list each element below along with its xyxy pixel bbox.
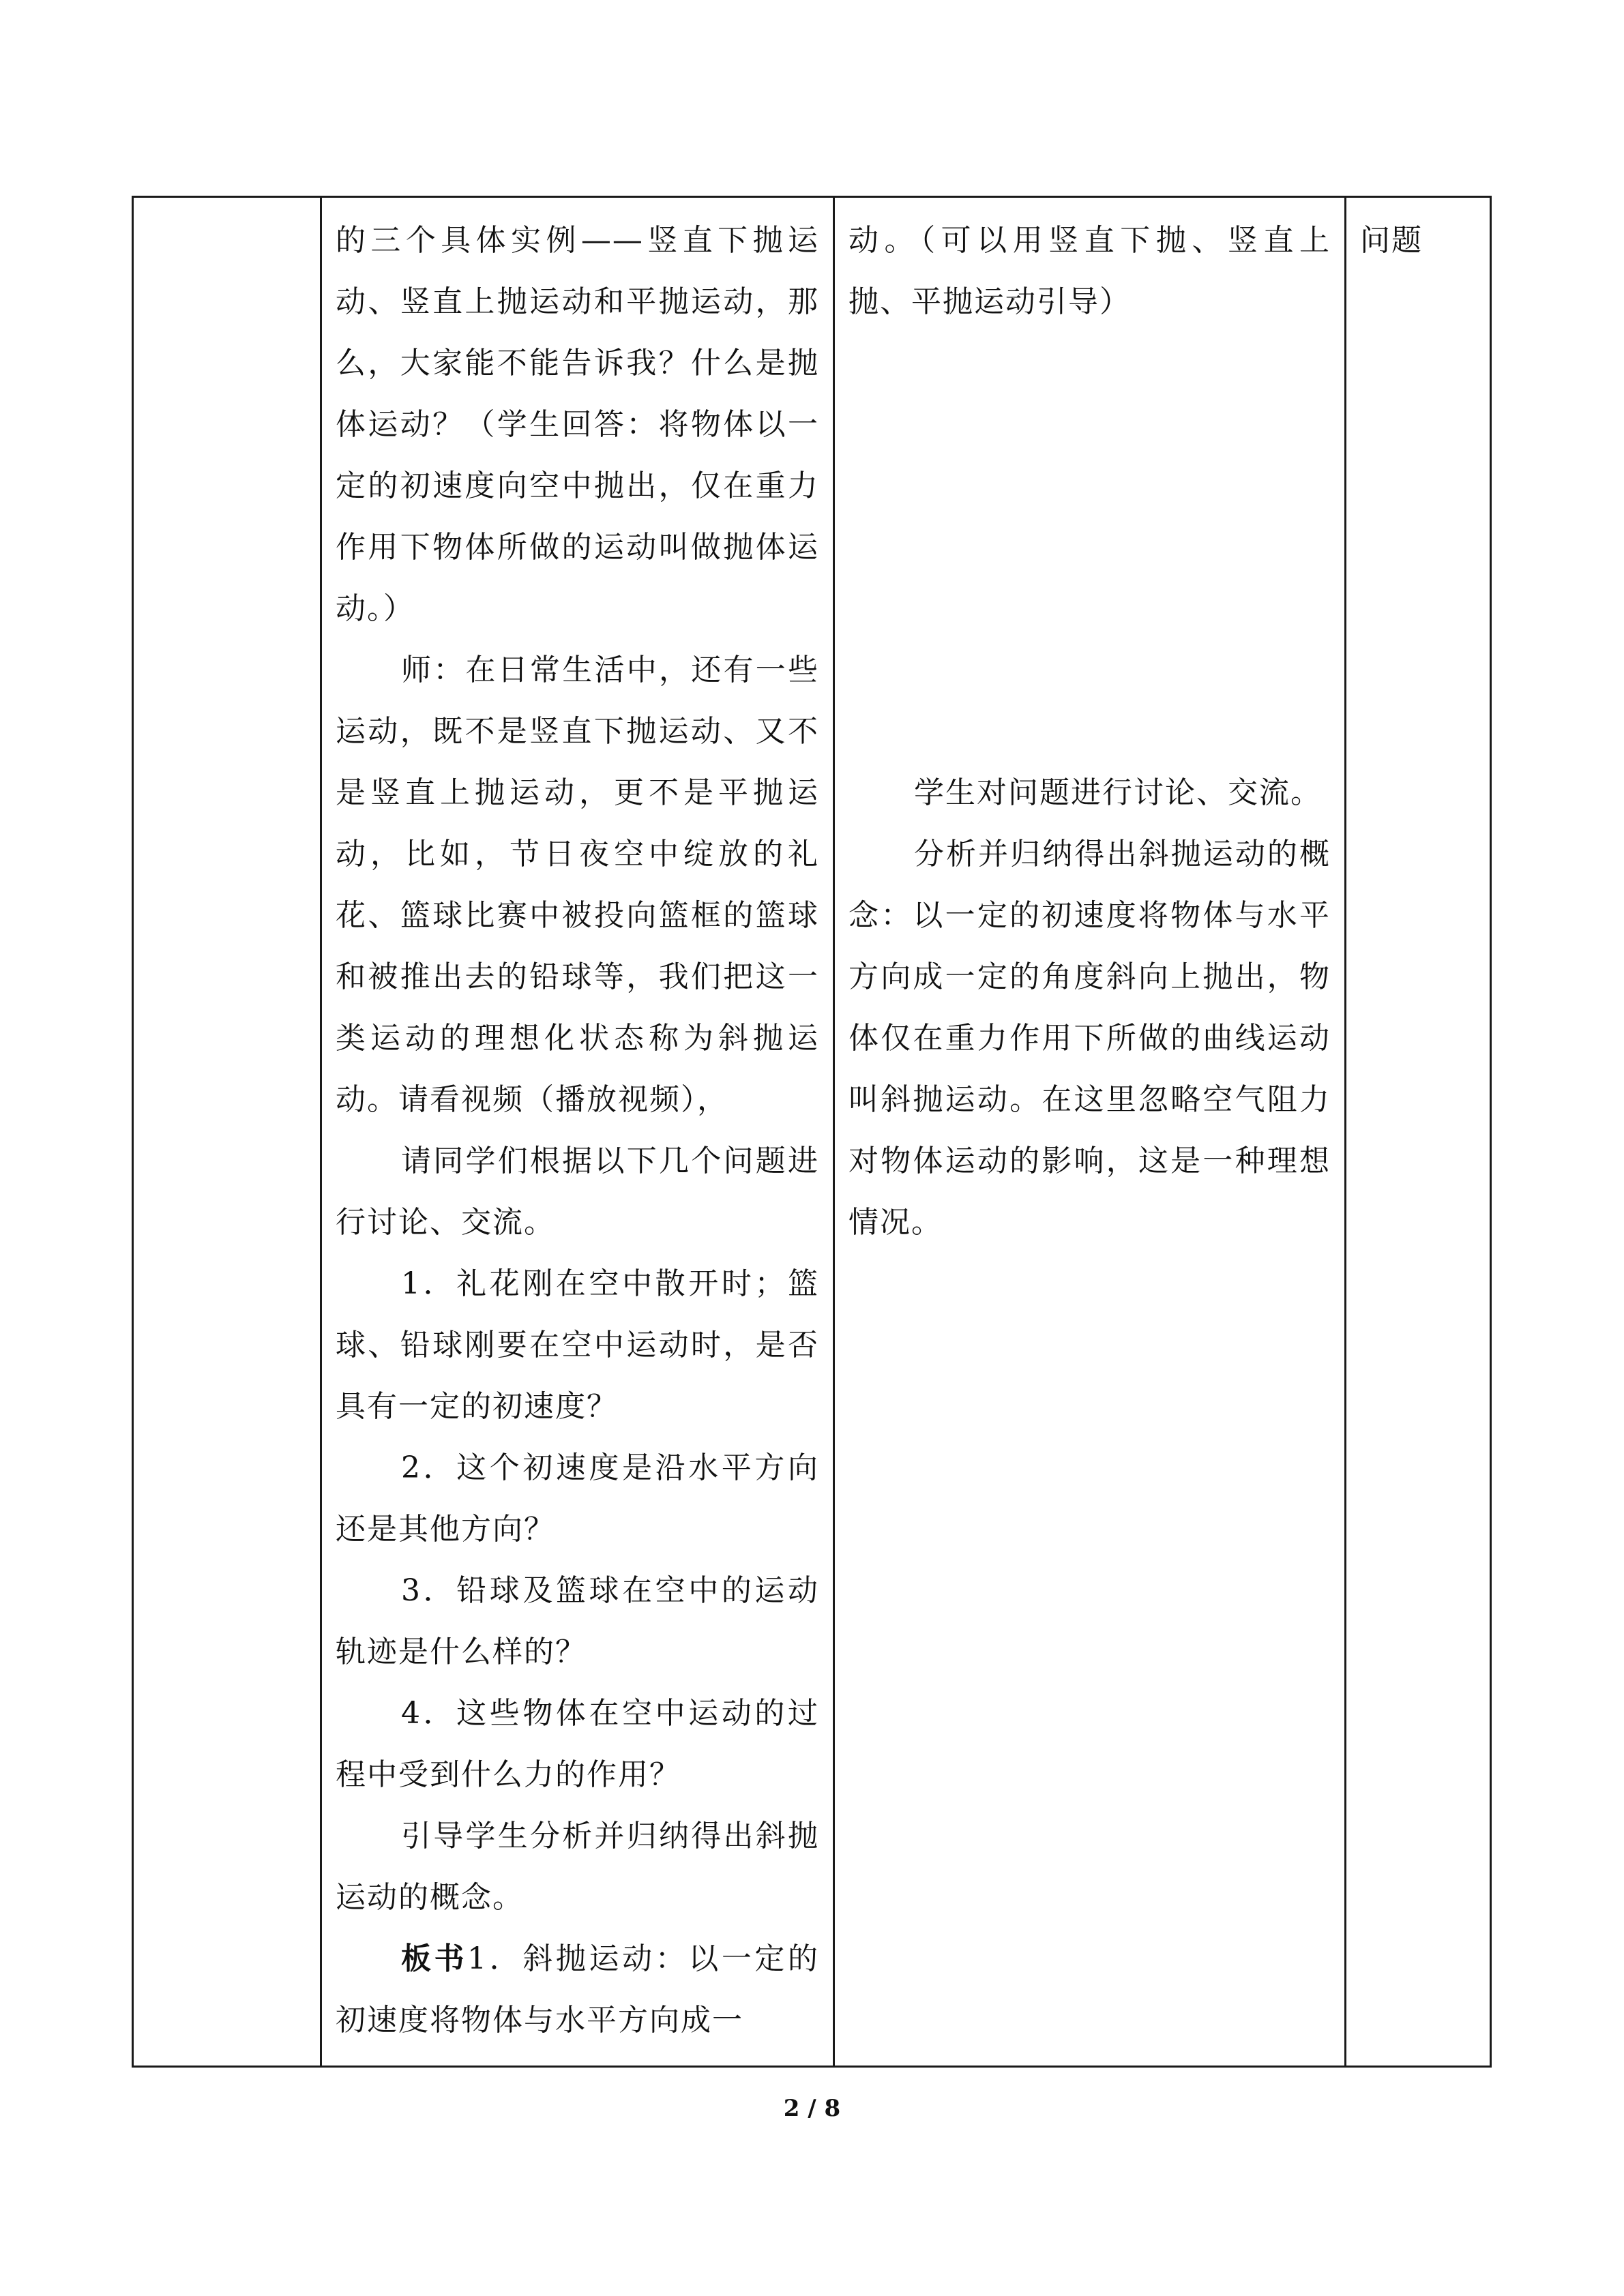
teacher-question: 3．铅球及篮球在空中的运动轨迹是什么样的？	[336, 1573, 819, 1669]
lesson-plan-table	[132, 196, 1492, 2068]
teacher-paragraph: 请同学们根据以下几个问题进行讨论、交流。	[336, 1144, 819, 1240]
teacher-activity-cell	[321, 197, 834, 2067]
blackboard-text: 1．斜抛运动：以一定的初速度将物体与水平方向成一	[336, 1941, 819, 2038]
teacher-paragraph: 引导学生分析并归纳得出斜抛运动的概念。	[336, 1819, 819, 1915]
student-paragraph: 分析并归纳得出斜抛运动的概念：以一定的初速度将物体与水平方向成一定的角度斜向上抛出，物体仅在重力作用下所做的曲线运动叫斜抛运动。在这里忽略空气阻力对物体运动的影响，这是一种理想情况。	[848, 837, 1331, 1240]
intent-text: 问题	[1360, 223, 1423, 258]
teacher-paragraph: 的三个具体实例——竖直下抛运动、竖直上抛运动和平抛运动，那么，大家能不能告诉我？什么是抛体运动？（学生回答：将物体以一定的初速度向空中抛出，仅在重力作用下物体所做的运动叫做抛体运动。）	[336, 223, 819, 626]
student-paragraph: 动。（可以用竖直下抛、竖直上抛、平抛运动引导）	[848, 223, 1331, 319]
teacher-question: 4．这些物体在空中运动的过程中受到什么力的作用？	[336, 1696, 819, 1792]
stage-cell	[133, 197, 321, 2067]
teacher-question: 2．这个初速度是沿水平方向还是其他方向？	[336, 1450, 819, 1547]
intent-cell	[1346, 197, 1491, 2067]
teacher-question: 1．礼花刚在空中散开时；篮球、铅球刚要在空中运动时，是否具有一定的初速度？	[336, 1266, 819, 1424]
student-activity-cell	[834, 197, 1346, 2067]
teacher-paragraph: 师：在日常生活中，还有一些运动，既不是竖直下抛运动、又不是竖直上抛运动，更不是平抛运动，比如，节日夜空中绽放的礼花、篮球比赛中被投向篮框的篮球和被推出去的铅球等，我们把这一类运动的理想化状态称为斜抛运动。请看视频（播放视频），	[336, 653, 819, 1117]
table-row	[133, 197, 1491, 2067]
student-paragraph: 学生对问题进行讨论、交流。	[914, 775, 1322, 810]
page-number: 2 / 8	[783, 2095, 841, 2122]
blackboard-note	[336, 1928, 819, 2051]
blackboard-label: 板书	[401, 1941, 468, 1976]
